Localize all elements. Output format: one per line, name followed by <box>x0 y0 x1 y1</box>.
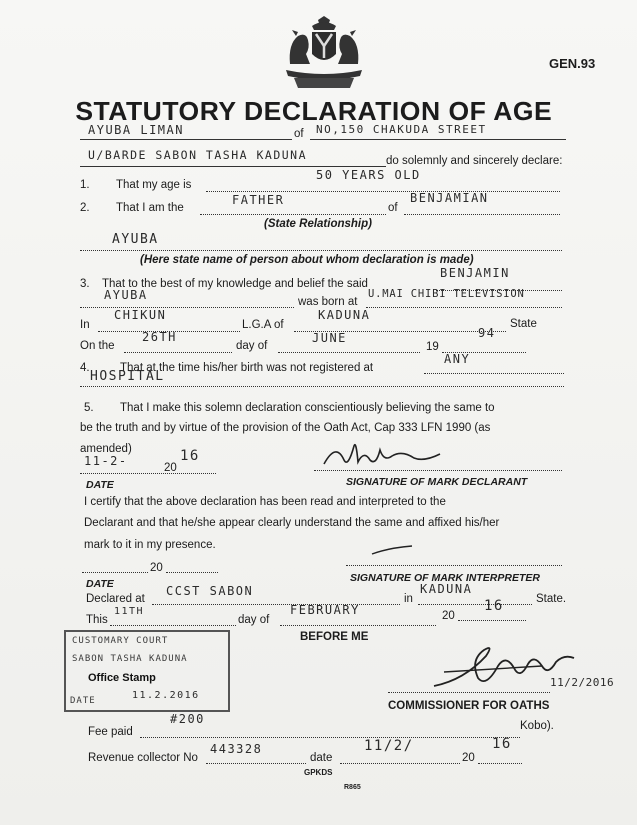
item-4-number: 4. <box>80 362 90 374</box>
form-code: GEN.93 <box>549 56 596 71</box>
page-title: STATUTORY DECLARATION OF AGE <box>75 96 553 126</box>
declarant-address-2: U/BARDE SABON TASHA KADUNA <box>88 148 308 162</box>
item-3-name-2: AYUBA <box>104 288 148 302</box>
stamp-date: 11.2.2016 <box>132 690 200 701</box>
item-5-line-2: be the truth and by virtue of the provision of the Oath Act, Cap 333 LFN 1990 (as <box>80 422 491 434</box>
before-me-label: BEFORE ME <box>300 631 369 643</box>
declarant-signature <box>318 436 448 470</box>
declare-text: do solemnly and sincerely declare: <box>386 155 563 167</box>
relationship-value: FATHER <box>232 193 285 207</box>
declared-day-of-label: day of <box>238 614 270 626</box>
relationship-of-value: BENJAMIAN <box>410 191 489 205</box>
printer-mark: GPKDS <box>304 768 333 777</box>
print-code: R865 <box>344 784 361 791</box>
item-3-number: 3. <box>80 278 90 290</box>
lga-value: CHIKUN <box>114 308 167 322</box>
item-1-label: That my age is <box>116 179 192 191</box>
declared-day: 11TH <box>114 606 145 617</box>
lga-label: L.G.A of <box>242 319 284 331</box>
item-5-line-3: amended) <box>80 443 132 455</box>
date-label-2: DATE <box>86 578 114 590</box>
declarant-date-value: 11-2- <box>84 454 128 468</box>
declared-state: KADUNA <box>420 582 473 596</box>
birth-month: JUNE <box>312 331 347 345</box>
kobo-label: Kobo). <box>520 720 554 732</box>
stamp-location: SABON TASHA KADUNA <box>72 654 188 664</box>
item-2-number: 2. <box>80 202 90 214</box>
certify-line-1: I certify that the above declaration has been read and interpreted to the <box>84 496 446 508</box>
day-of-label: day of <box>236 340 268 352</box>
revenue-date-year: 16 <box>492 736 512 752</box>
item-2-of: of <box>388 202 398 214</box>
item-5-number: 5. <box>84 402 94 414</box>
item-3-said-value: BENJAMIN <box>440 266 510 280</box>
born-place: U.MAI CHIBI TELEVISION <box>368 288 525 300</box>
item-4-text: That at the time his/her birth was not registered at <box>120 362 374 374</box>
office-stamp <box>64 630 230 712</box>
declared-year-prefix: 20 <box>442 610 455 622</box>
born-at-label: was born at <box>298 296 358 308</box>
stamp-court-name: CUSTOMARY COURT <box>72 636 169 646</box>
item-3-text: That to the best of my knowledge and belief the said <box>102 278 368 290</box>
declarant-name: AYUBA LIMAN <box>88 123 184 137</box>
declared-year: 16 <box>484 598 504 614</box>
certify-line-3: mark to it in my presence. <box>84 539 216 551</box>
interpreter-signature-label: SIGNATURE OF MARK INTERPRETER <box>350 572 540 584</box>
in-label: In <box>80 319 90 331</box>
item-2-label: That I am the <box>116 202 184 214</box>
birth-year: 94 <box>478 326 496 340</box>
this-label: This <box>86 614 108 626</box>
revenue-date-label: date <box>310 752 333 764</box>
of-label: of <box>294 128 304 140</box>
declarant-signature-label: SIGNATURE OF MARK DECLARANT <box>346 476 528 488</box>
fee-paid-value: #200 <box>170 712 205 726</box>
declared-place: CCST SABON <box>166 584 254 598</box>
state-relationship-note: (State Relationship) <box>264 218 372 230</box>
date-label-1: DATE <box>86 479 114 491</box>
revenue-date-20: 20 <box>462 752 475 764</box>
item-4-value-2: HOSPITAL <box>90 369 165 384</box>
declared-at-label: Declared at <box>86 593 145 605</box>
declared-month: FEBRUARY <box>290 603 360 617</box>
person-note: (Here state name of person about whom declaration is made) <box>140 254 474 266</box>
item-4-value: ANY <box>444 352 471 366</box>
interpreter-date-20: 20 <box>150 562 163 574</box>
birth-day: 26TH <box>142 330 177 344</box>
state-value: KADUNA <box>318 308 371 322</box>
stamp-date-label: DATE <box>70 696 96 706</box>
declarant-date-20: 20 <box>164 462 177 474</box>
state-label: State <box>510 318 537 330</box>
coat-of-arms-icon <box>276 14 372 94</box>
year-prefix: 19 <box>426 341 439 353</box>
person-name: AYUBA <box>112 232 159 247</box>
declarant-date-year: 16 <box>180 448 200 464</box>
item-1-number: 1. <box>80 179 90 191</box>
revenue-collector-label: Revenue collector No <box>88 752 198 764</box>
item-5-line-1: That I make this solemn declaration conscientiously believing the same to <box>120 402 495 414</box>
revenue-date-value: 11/2/ <box>364 738 414 754</box>
fee-paid-label: Fee paid <box>88 726 133 738</box>
certify-line-2: Declarant and that he/she appear clearly understand the same and affixed his/her <box>84 517 500 529</box>
declarant-address-1: NO,150 CHAKUDA STREET <box>316 123 487 136</box>
declared-in-label: in <box>404 593 413 605</box>
interpreter-mark <box>368 542 418 558</box>
commissioner-label: COMMISSIONER FOR OATHS <box>388 700 550 712</box>
office-stamp-label: Office Stamp <box>88 672 156 684</box>
revenue-collector-value: 443328 <box>210 742 263 756</box>
commissioner-date: 11/2/2016 <box>550 676 615 689</box>
on-the-label: On the <box>80 340 115 352</box>
declared-state-label: State. <box>536 593 567 605</box>
age-value: 50 YEARS OLD <box>316 168 421 182</box>
